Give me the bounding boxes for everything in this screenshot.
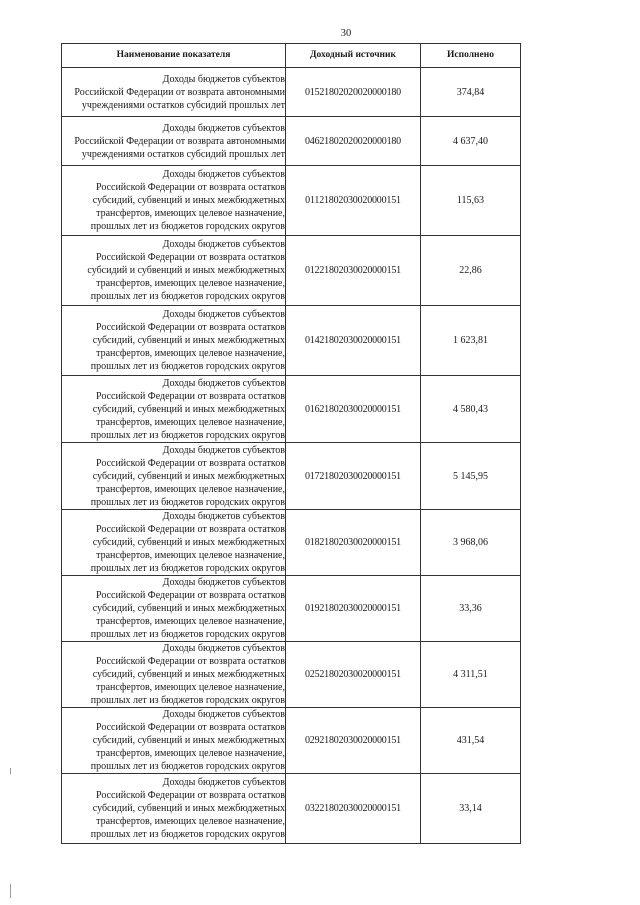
executed-amount: 4 637,40: [421, 117, 521, 166]
executed-amount: 431,54: [421, 708, 521, 774]
revenue-source-code: 01521802020020000180: [286, 68, 421, 117]
executed-amount: 1 623,81: [421, 306, 521, 376]
column-header-source: Доходный источник: [286, 44, 421, 68]
indicator-name: Доходы бюджетов субъектов Российской Федерации от возврата остатков субсидий, субвенций и иных межбюджетных трансфертов, имеющих целевое назначение, прошлых лет из бюджетов городских округов: [62, 376, 286, 443]
revenue-source-code: 04621802020020000180: [286, 117, 421, 166]
revenue-source-code: 01221802030020000151: [286, 236, 421, 306]
revenue-source-code: 02921802030020000151: [286, 708, 421, 774]
table-row: [62, 68, 521, 117]
revenue-table: [61, 43, 521, 844]
scan-margin-mark: [10, 768, 11, 774]
column-header-name: Наименование показателя: [62, 44, 286, 68]
indicator-name: Доходы бюджетов субъектов Российской Федерации от возврата остатков субсидий, субвенций и иных межбюджетных трансфертов, имеющих целевое назначение, прошлых лет из бюджетов городских округов: [62, 510, 286, 576]
revenue-source-code: 01421802030020000151: [286, 306, 421, 376]
executed-amount: 5 145,95: [421, 443, 521, 510]
indicator-name: Доходы бюджетов субъектов Российской Федерации от возврата остатков субсидий, субвенций и иных межбюджетных трансфертов, имеющих целевое назначение, прошлых лет из бюджетов городских округов: [62, 306, 286, 376]
table-row: [62, 510, 521, 576]
indicator-name: Доходы бюджетов субъектов Российской Федерации от возврата автономными учреждениями остатков субсидий прошлых лет: [62, 68, 286, 117]
executed-amount: 4 580,43: [421, 376, 521, 443]
indicator-name: Доходы бюджетов субъектов Российской Федерации от возврата остатков субсидий и субвенций и иных межбюджетных трансфертов, имеющих целевое назначение, прошлых лет из бюджетов городских округов: [62, 236, 286, 306]
table-row: [62, 236, 521, 306]
indicator-name: Доходы бюджетов субъектов Российской Федерации от возврата остатков субсидий, субвенций и иных межбюджетных трансфертов, имеющих целевое назначение, прошлых лет из бюджетов городских округов: [62, 774, 286, 844]
indicator-name: Доходы бюджетов субъектов Российской Федерации от возврата остатков субсидий, субвенций и иных межбюджетных трансфертов, имеющих целевое назначение, прошлых лет из бюджетов городских округов: [62, 166, 286, 236]
indicator-name: Доходы бюджетов субъектов Российской Федерации от возврата остатков субсидий, субвенций и иных межбюджетных трансфертов, имеющих целевое назначение, прошлых лет из бюджетов городских округов: [62, 642, 286, 708]
executed-amount: 4 311,51: [421, 642, 521, 708]
table-header-row: [62, 44, 521, 68]
table-row: [62, 708, 521, 774]
revenue-source-code: 01921802030020000151: [286, 576, 421, 642]
executed-amount: 115,63: [421, 166, 521, 236]
indicator-name: Доходы бюджетов субъектов Российской Федерации от возврата остатков субсидий, субвенций и иных межбюджетных трансфертов, имеющих целевое назначение, прошлых лет из бюджетов городских округов: [62, 576, 286, 642]
table-row: [62, 774, 521, 844]
table-row: [62, 306, 521, 376]
table-row: [62, 117, 521, 166]
indicator-name: Доходы бюджетов субъектов Российской Федерации от возврата остатков субсидий, субвенций и иных межбюджетных трансфертов, имеющих целевое назначение, прошлых лет из бюджетов городских округов: [62, 708, 286, 774]
executed-amount: 374,84: [421, 68, 521, 117]
executed-amount: 33,36: [421, 576, 521, 642]
indicator-name: Доходы бюджетов субъектов Российской Федерации от возврата автономными учреждениями остатков субсидий прошлых лет: [62, 117, 286, 166]
revenue-source-code: 02521802030020000151: [286, 642, 421, 708]
table-row: [62, 166, 521, 236]
revenue-source-code: 01821802030020000151: [286, 510, 421, 576]
table-row: [62, 443, 521, 510]
revenue-source-code: 01121802030020000151: [286, 166, 421, 236]
table-row: [62, 642, 521, 708]
table-row: [62, 576, 521, 642]
executed-amount: 22,86: [421, 236, 521, 306]
revenue-source-code: 01621802030020000151: [286, 376, 421, 443]
revenue-source-code: 01721802030020000151: [286, 443, 421, 510]
indicator-name: Доходы бюджетов субъектов Российской Федерации от возврата остатков субсидий, субвенций и иных межбюджетных трансфертов, имеющих целевое назначение, прошлых лет из бюджетов городских округов: [62, 443, 286, 510]
revenue-source-code: 03221802030020000151: [286, 774, 421, 844]
executed-amount: 33,14: [421, 774, 521, 844]
executed-amount: 3 968,06: [421, 510, 521, 576]
column-header-executed: Исполнено: [421, 44, 521, 68]
scan-margin-mark: [10, 884, 11, 898]
table-row: [62, 376, 521, 443]
page-number: 30: [340, 28, 352, 39]
